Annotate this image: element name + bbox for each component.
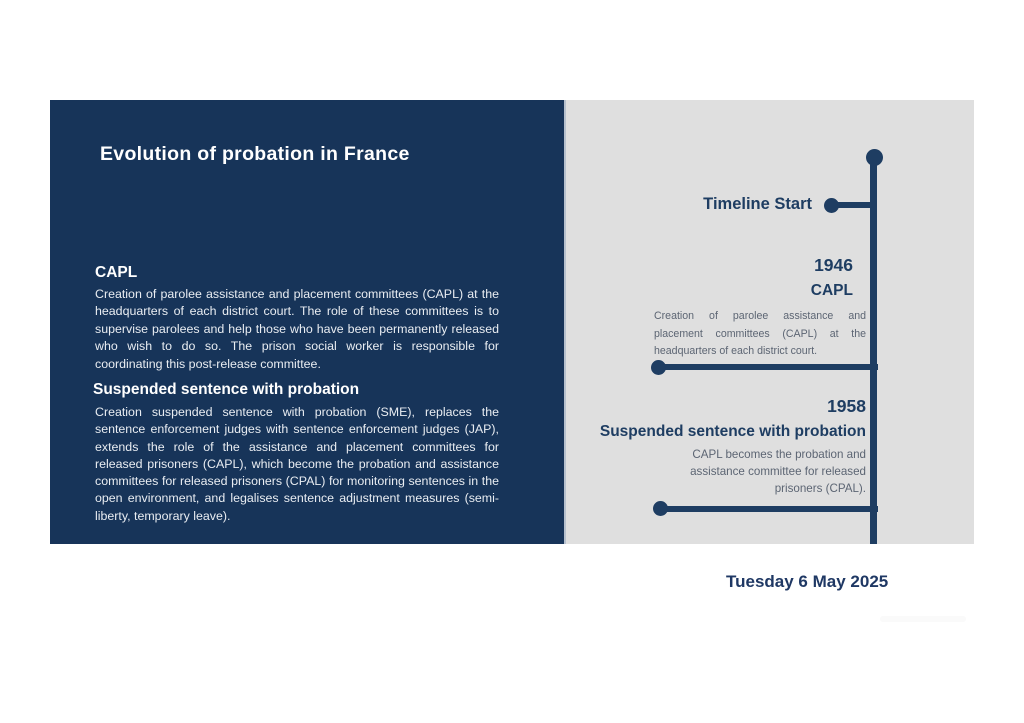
- timeline-top-dot: [866, 149, 883, 166]
- timeline-vertical-line: [870, 157, 877, 544]
- slide-date: Tuesday 6 May 2025: [726, 572, 889, 591]
- section-body-capl: Creation of parolee assistance and placement committees (CAPL) at the headquarters of each district court. The role of these committees is to supervise parolees and help those who have been permanently released who wish to do so. The prison social worker is responsible for coordinating this post-release committee.: [95, 287, 499, 371]
- event-title-1946: CAPL: [810, 282, 853, 299]
- event-year-1946: 1946: [814, 255, 853, 275]
- event-description-1946: Creation of parolee assistance and placement committees (CAPL) at the headquarters of each district court.: [654, 310, 866, 357]
- event-title-1958: Suspended sentence with probation: [599, 423, 866, 440]
- section-heading-suspended-sentence: Suspended sentence with probation: [93, 381, 360, 398]
- event-connector-1946: [657, 364, 878, 370]
- event-dot-1946: [651, 360, 666, 375]
- section-heading-capl: CAPL: [95, 264, 138, 281]
- event-year-1958: 1958: [827, 396, 866, 416]
- section-body-suspended-sentence: Creation suspended sentence with probation (SME), replaces the sentence enforcement judges with sentence enforcement judges (JAP), extends the role of the assistance and placement committees for released prisoners (CAPL), which become the probation and assistance committees for released prisoners (CPAL) for monitoring sentences in the open environment, and legalises sentence adjustment measures (semi-liberty, temporary leave).: [95, 405, 499, 523]
- event-dot-1958: [653, 501, 668, 516]
- timeline-panel: [564, 100, 974, 544]
- timeline-event-1958: [570, 396, 866, 497]
- timeline-start-connector: [831, 202, 875, 208]
- timeline-event-1946: [654, 255, 866, 361]
- left-content-panel: [50, 100, 564, 544]
- faint-watermark-bar: [880, 616, 966, 622]
- event-connector-1958: [659, 506, 878, 512]
- event-description-1958: CAPL becomes the probation and assistance committee for released prisoners (CPAL).: [690, 448, 866, 495]
- timeline-start-label: Timeline Start: [703, 195, 812, 213]
- slide-title: Evolution of probation in France: [100, 143, 410, 165]
